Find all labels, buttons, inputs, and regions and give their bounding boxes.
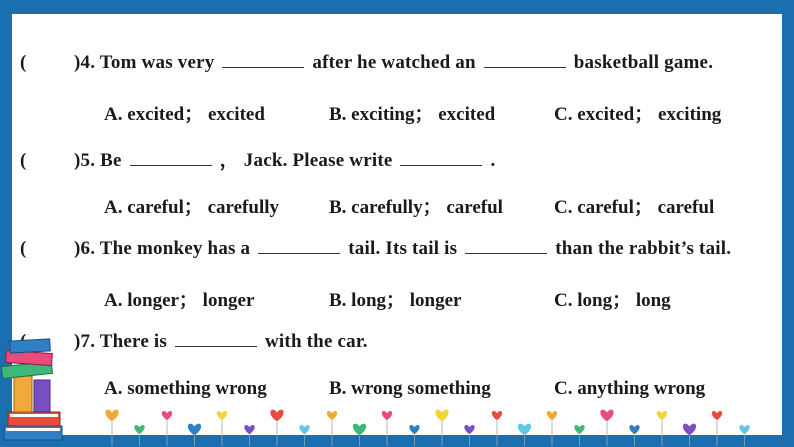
- answer-blank[interactable]: [400, 151, 482, 166]
- answer-blank[interactable]: [222, 53, 304, 68]
- heart-icon: [657, 411, 667, 420]
- heart-icon: [299, 425, 309, 434]
- question-6-end: than the rabbit’s tail.: [555, 238, 732, 259]
- heart-icon: [739, 425, 749, 434]
- heart-icon: [105, 410, 118, 422]
- worksheet-page: [12, 14, 782, 435]
- answer-blank[interactable]: [484, 53, 566, 68]
- heart-icon: [162, 411, 172, 420]
- question-6-stem: )6. The monkey has a: [74, 238, 251, 259]
- question-4-stem: )4. Tom was very: [74, 52, 215, 73]
- heart-icon: [712, 411, 722, 420]
- heart-icon: [382, 411, 392, 420]
- answer-blank[interactable]: [258, 239, 340, 254]
- heart-icon: [435, 410, 448, 422]
- question-4-end: basketball game.: [573, 52, 714, 73]
- question-6: [20, 238, 731, 260]
- question-4: [20, 52, 713, 74]
- answer-paren: (: [20, 238, 27, 259]
- heart-icon: [327, 411, 337, 420]
- option-a[interactable]: A. longer； longer: [104, 290, 255, 311]
- books-stack-icon: [0, 330, 70, 447]
- heart-icon: [547, 411, 557, 420]
- answer-blank[interactable]: [130, 151, 212, 166]
- heart-icon: [244, 425, 254, 434]
- option-c[interactable]: C. anything wrong: [554, 378, 706, 399]
- heart-icon: [217, 411, 227, 420]
- heart-icon: [600, 410, 613, 422]
- option-b[interactable]: B. wrong something: [329, 378, 491, 399]
- heart-icon: [574, 425, 584, 434]
- answer-blank[interactable]: [465, 239, 547, 254]
- option-a[interactable]: A. something wrong: [104, 378, 267, 399]
- question-5: [20, 145, 495, 172]
- option-a[interactable]: A. careful； carefully: [104, 197, 280, 218]
- option-b[interactable]: B. long； longer: [329, 290, 462, 311]
- heart-icon: [518, 424, 531, 436]
- option-b[interactable]: B. carefully； careful: [329, 197, 503, 218]
- heart-icon: [629, 425, 639, 434]
- option-b[interactable]: B. exciting； excited: [329, 104, 496, 125]
- question-5-end: .: [490, 150, 496, 171]
- heart-icon: [270, 410, 283, 422]
- option-a[interactable]: A. excited； excited: [104, 104, 265, 125]
- heart-icon: [464, 425, 474, 434]
- colorful-hearts-border: [100, 402, 780, 447]
- heart-icon: [188, 424, 201, 436]
- question-5-stem: )5. Be: [74, 150, 122, 171]
- question-4-middle: after he watched an: [312, 52, 476, 73]
- heart-icon: [353, 424, 366, 436]
- answer-paren: (: [20, 52, 27, 73]
- question-7-stem: )7. There is: [74, 331, 168, 352]
- question-5-middle: ， Jack. Please write: [219, 150, 393, 171]
- answer-blank[interactable]: [175, 332, 257, 347]
- option-c[interactable]: C. long； long: [554, 290, 671, 311]
- heart-icon: [134, 425, 144, 434]
- question-7-middle: with the car.: [265, 331, 368, 352]
- question-7: [20, 331, 368, 353]
- option-c[interactable]: C. excited； exciting: [554, 104, 722, 125]
- heart-icon: [683, 424, 696, 436]
- question-6-middle: tail. Its tail is: [348, 238, 458, 259]
- option-c[interactable]: C. careful； careful: [554, 197, 715, 218]
- heart-icon: [409, 425, 419, 434]
- heart-icon: [492, 411, 502, 420]
- answer-paren: (: [20, 150, 27, 171]
